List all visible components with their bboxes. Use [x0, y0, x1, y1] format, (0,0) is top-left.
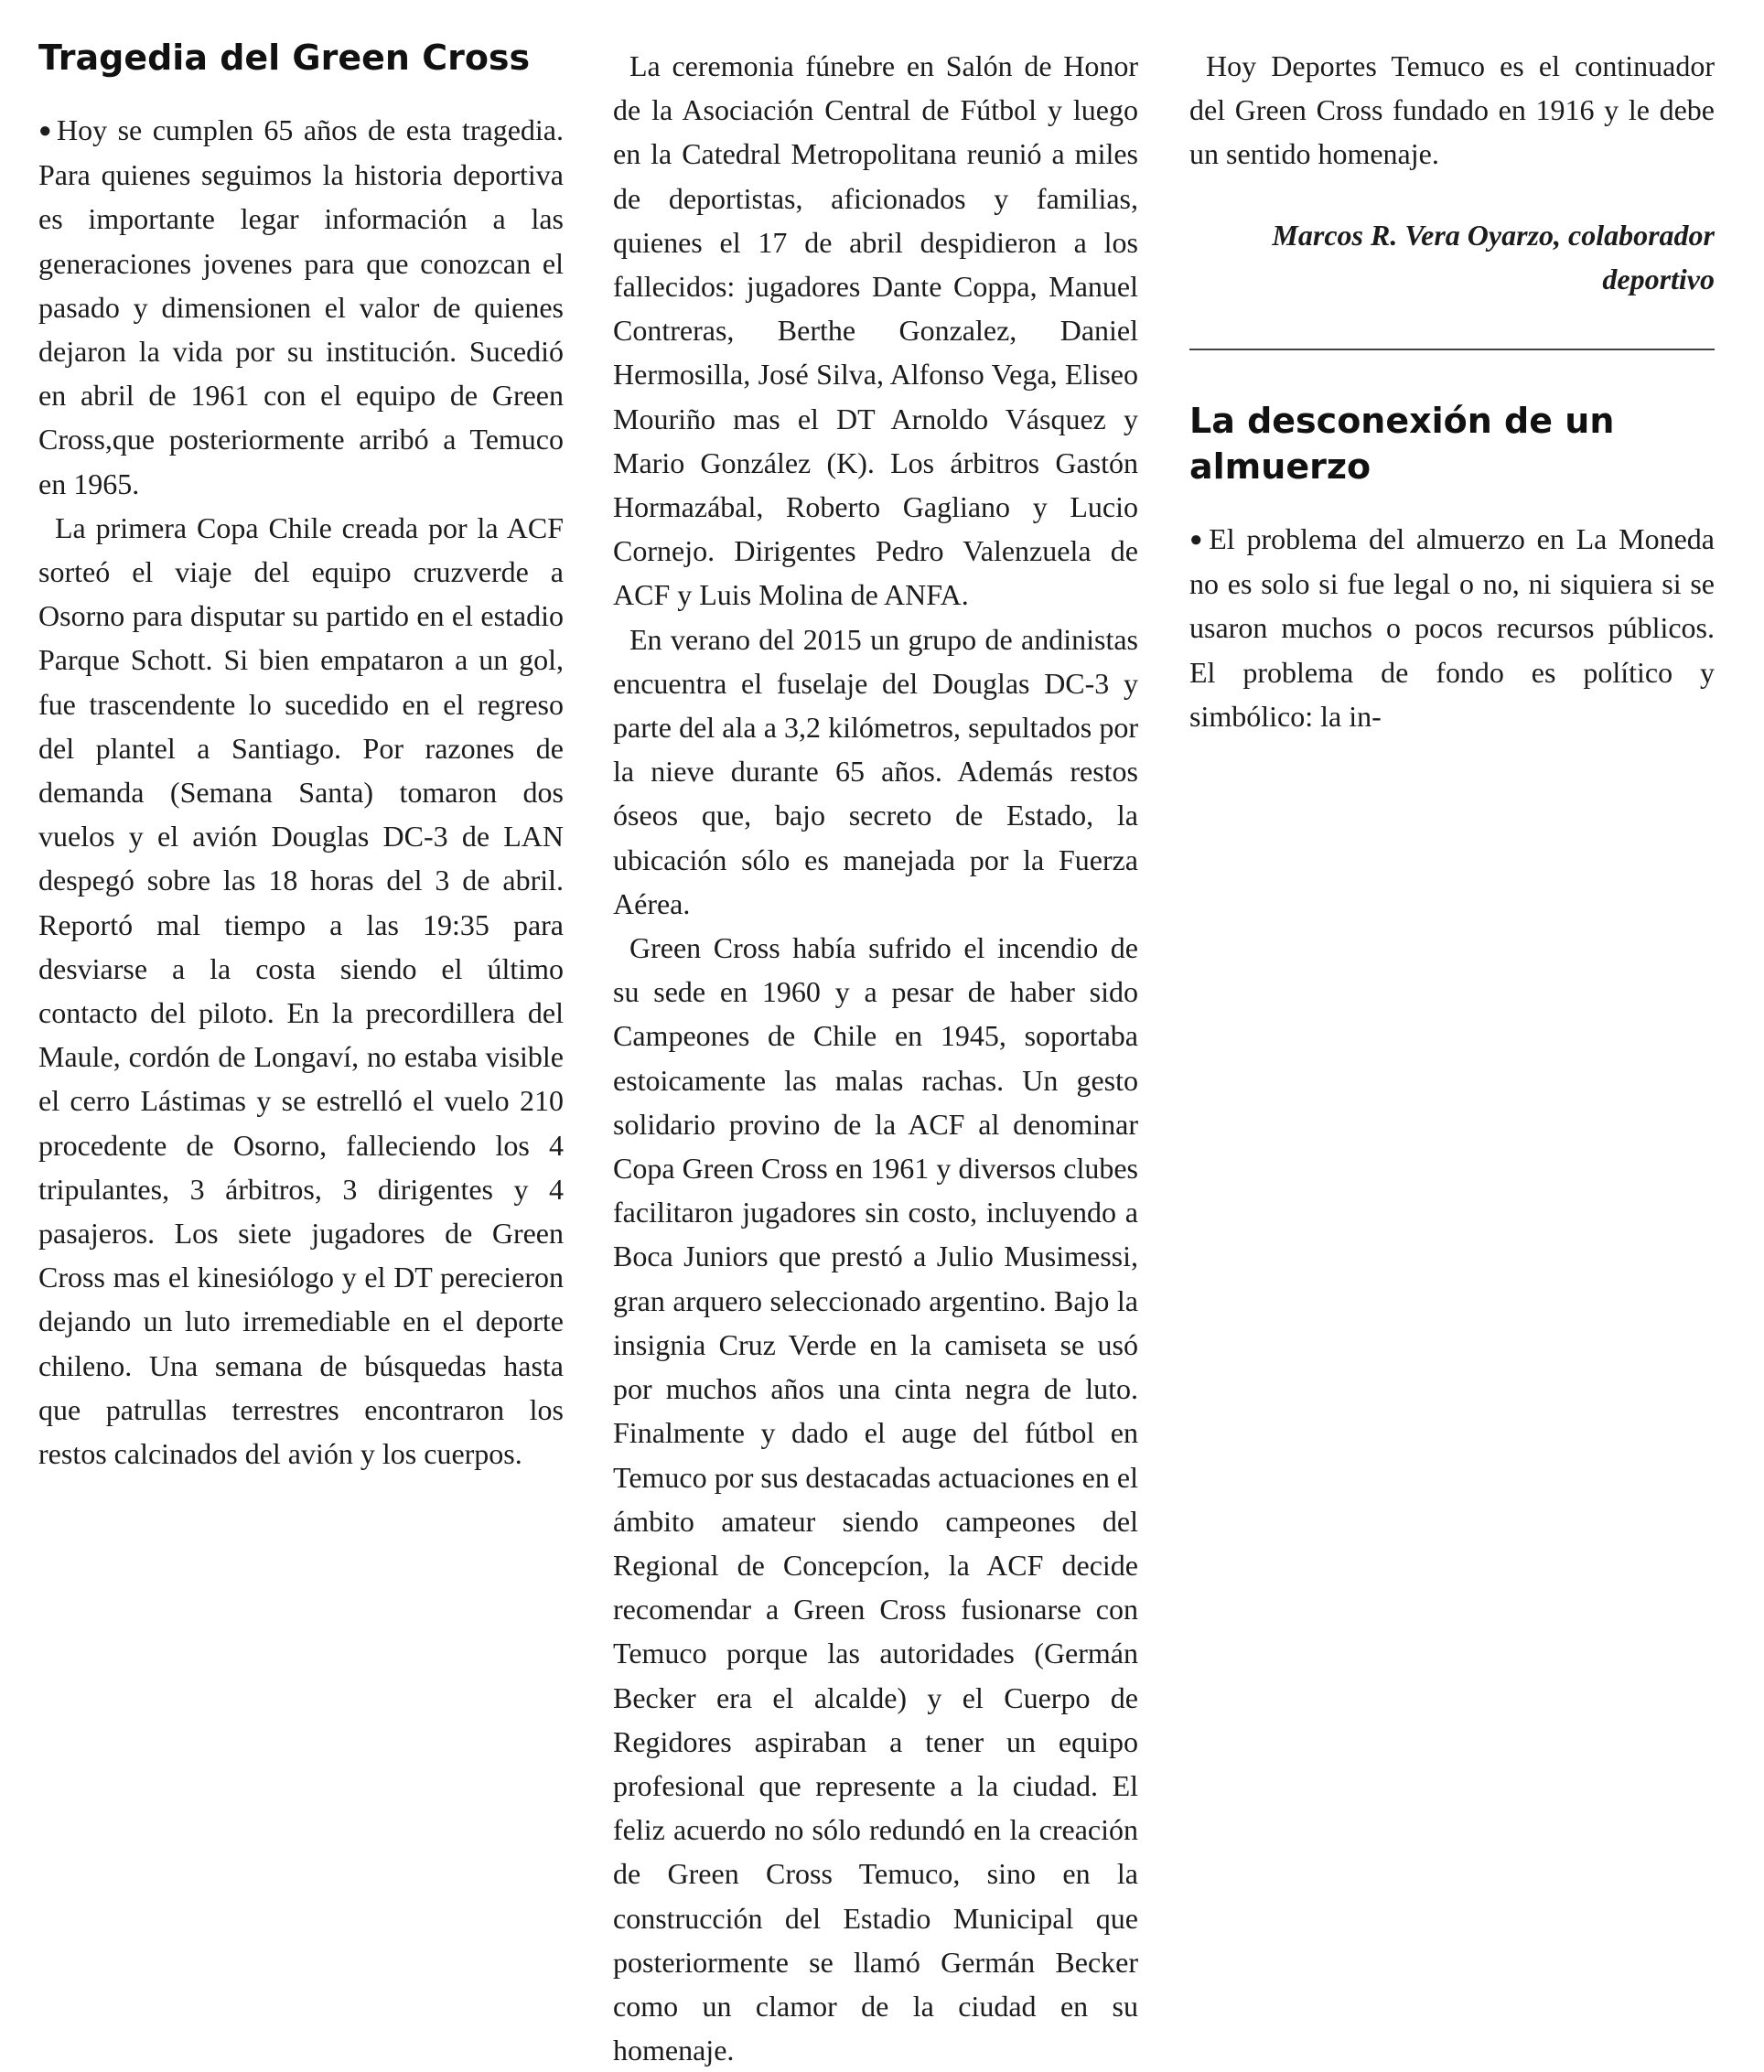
letter-2-paragraph-1: ●El problema del almuerzo en La Moneda no es solo si fue legal o no, ni siquiera si se usaron muchos o pocos recursos públicos. El problema de fondo es político y simbólico: la in-: [1189, 522, 1715, 733]
column-2: [613, 44, 1138, 2072]
letter-2-title: La desconexión de un almuerzo: [1189, 401, 1615, 488]
column-3: [1189, 44, 1715, 738]
letter-1-paragraph-1: ●Hoy se cumplen 65 años de esta tragedia. Para quienes seguimos la historia deportiva es importante legar información a las generaciones jovenes para que conozcan el pasado y dimensionen el valor de quienes dejaron la vida por su institución. Sucedió en abril de 1961 con el equipo de Green Cross,que posteriormente arribó a Temuco en 1965.: [38, 113, 564, 500]
bullet-icon: ●: [1189, 528, 1208, 553]
letter-1-signature: Marcos R. Vera Oyarzo, colaborador deportivo: [1272, 218, 1715, 295]
letter-1-paragraph-5: Green Cross había sufrido el incendio de su sede en 1960 y a pesar de haber sido Campeones de Chile en 1945, soportaba estoicamente las malas rachas. Un gesto solidario provino de la ACF al denominar Copa Green Cross en 1961 y diversos clubes facilitaron jugadores sin costo, incluyendo a Boca Juniors que prestó a Julio Musimessi, gran arquero seleccionado argentino. Bajo la insignia Cruz Verde en la camiseta se usó por muchos años una cinta negra de luto. Finalmente y dado el auge del fútbol en Temuco por sus destacadas actuaciones en el ámbito amateur siendo campeones del Regional de Concepcíon, la ACF decide recomendar a Green Cross fusionarse con Temuco porque las autoridades (Germán Becker era el alcalde) y el Cuerpo de Regidores aspiraban a tener un equipo profesional que represente a la ciudad. El feliz acuerdo no sólo redundó en la creación de Green Cross Temuco, sino en la construcción del Estadio Municipal que posteriormente se llamó Germán Becker como un clamor de la ciudad en su homenaje.: [613, 931, 1138, 2067]
column-1: [38, 35, 564, 1476]
letter-1-title: Tragedia del Green Cross: [38, 38, 531, 78]
letter-1-paragraph-3: La ceremonia fúnebre en Salón de Honor de la Asociación Central de Fútbol y luego en la Catedral Metropolitana reunió a miles de deportistas, aficionados y familias, quienes el 17 de abril despidieron a los fallecidos: jugadores Dante Coppa, Manuel Contreras, Berthe Gonzalez, Daniel Hermosilla, José Silva, Alfonso Vega, Eliseo Mouriño mas el DT Arnoldo Vásquez y Mario González (K). Los árbitros Gastón Hormazábal, Roberto Gagliano y Lucio Cornejo. Dirigentes Pedro Valenzuela de ACF y Luis Molina de ANFA.: [613, 49, 1138, 612]
letter-1-paragraph-2: La primera Copa Chile creada por la ACF sorteó el viaje del equipo cruzverde a Osorno para disputar su partido en el estadio Parque Schott. Si bien empataron a un gol, fue trascendente lo sucedido en el regreso del plantel a Santiago. Por razones de demanda (Semana Santa) tomaron dos vuelos y el avión Douglas DC-3 de LAN despegó sobre las 18 horas del 3 de abril. Reportó mal tiempo a las 19:35 para desviarse a la costa siendo el último contacto del piloto. En la precordillera del Maule, cordón de Longaví, no estaba visible el cerro Lástimas y se estrelló el vuelo 210 procedente de Osorno, falleciendo los 4 tripulantes, 3 árbitros, 3 dirigentes y 4 pasajeros. Los siete jugadores de Green Cross mas el kinesiólogo y el DT perecieron dejando un luto irremediable en el deporte chileno. Una semana de búsquedas hasta que patrullas terrestres encontraron los restos calcinados del avión y los cuerpos.: [38, 510, 564, 1471]
letter-1-paragraph-6: Hoy Deportes Temuco es el continuador del Green Cross fundado en 1916 y le debe un sentido homenaje.: [1189, 49, 1715, 171]
section-divider: [1189, 349, 1715, 350]
letter-1-paragraph-4: En verano del 2015 un grupo de andinistas encuentra el fuselaje del Douglas DC-3 y parte del ala a 3,2 kilómetros, sepultados por la nieve durante 65 años. Además restos óseos que, bajo secreto de Estado, la ubicación sólo es manejada por la Fuerza Aérea.: [613, 622, 1138, 920]
bullet-icon: ●: [38, 119, 55, 143]
